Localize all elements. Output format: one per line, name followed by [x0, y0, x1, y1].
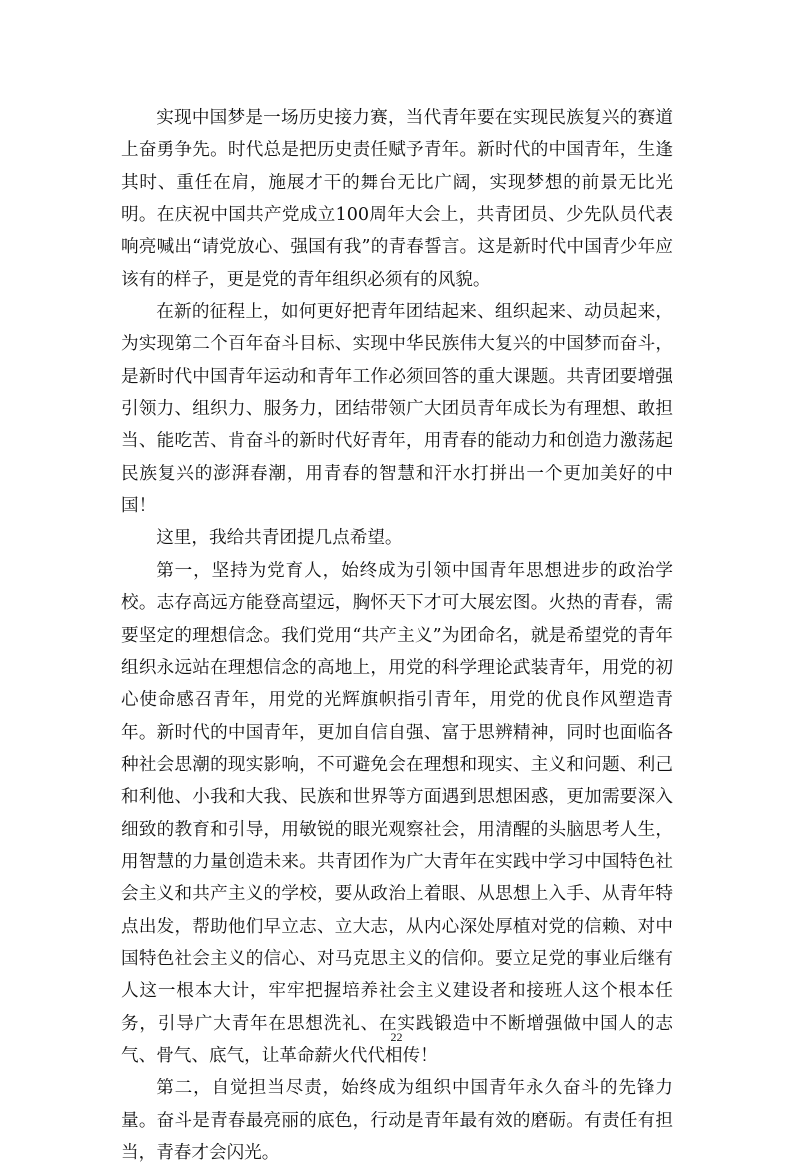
body-text	[121, 102, 673, 1169]
page-number: 22	[390, 1030, 403, 1044]
paragraph-2: 在新的征程上，如何更好把青年团结起来、组织起来、动员起来，为实现第二个百年奋斗目标、实现中华民族伟大复兴的中国梦而奋斗，是新时代中国青年运动和青年工作必须回答的重大课题。共青团要增强引领力、组织力、服务力，团结带领广大团员青年成长为有理想、敢担当、能吃苦、肯奋斗的新时代好青年，用青春的能动力和创造力激荡起民族复兴的澎湃春潮，用青春的智慧和汗水打拼出一个更加美好的中国！	[121, 302, 673, 517]
paragraph-4: 第一，坚持为党育人，始终成为引领中国青年思想进步的政治学校。志存高远方能登高望远，胸怀天下才可大展宏图。火热的青春，需要坚定的理想信念。我们党用“共产主义”为团命名，就是希望党的青年组织永远站在理想信念的高地上，用党的科学理论武装青年，用党的初心使命感召青年，用党的光辉旗帜指引青年，用党的优良作风塑造青年。新时代的中国青年，更加自信自强、富于思辨精神，同时也面临各种社会思潮的现实影响，不可避免会在理想和现实、主义和问题、利己和利他、小我和大我、民族和世界等方面遇到思想困惑，更加需要深入细致的教育和引导，用敏锐的眼光观察社会，用清醒的头脑思考人生，用智慧的力量创造未来。共青团作为广大青年在实践中学习中国特色社会主义和共产主义的学校，要从政治上着眼、从思想上入手、从青年特点出发，帮助他们早立志、立大志，从内心深处厚植对党的信赖、对中国特色社会主义的信心、对马克思主义的信仰。要立足党的事业后继有人这一根本大计，牢牢把握培养社会主义建设者和接班人这个根本任务，引导广大青年在思想洗礼、在实践锻造中不断增强做中国人的志气、骨气、底气，让革命薪火代代相传！	[121, 560, 673, 1066]
paragraph-1: 实现中国梦是一场历史接力赛，当代青年要在实现民族复兴的赛道上奋勇争先。时代总是把历史责任赋予青年。新时代的中国青年，生逢其时、重任在肩，施展才干的舞台无比广阔，实现梦想的前景无比光明。在庆祝中国共产党成立100周年大会上，共青团员、少先队员代表响亮喊出“请党放心、强国有我”的青春誓言。这是新时代中国青少年应该有的样子，更是党的青年组织必须有的风貌。	[121, 108, 673, 290]
paragraph-3: 这里，我给共青团提几点希望。	[156, 528, 403, 549]
paragraph-5: 第二，自觉担当尽责，始终成为组织中国青年永久奋斗的先锋力量。奋斗是青春最亮丽的底色，行动是青年最有效的磨砺。有责任有担当，青春才会闪光。	[121, 1078, 673, 1163]
